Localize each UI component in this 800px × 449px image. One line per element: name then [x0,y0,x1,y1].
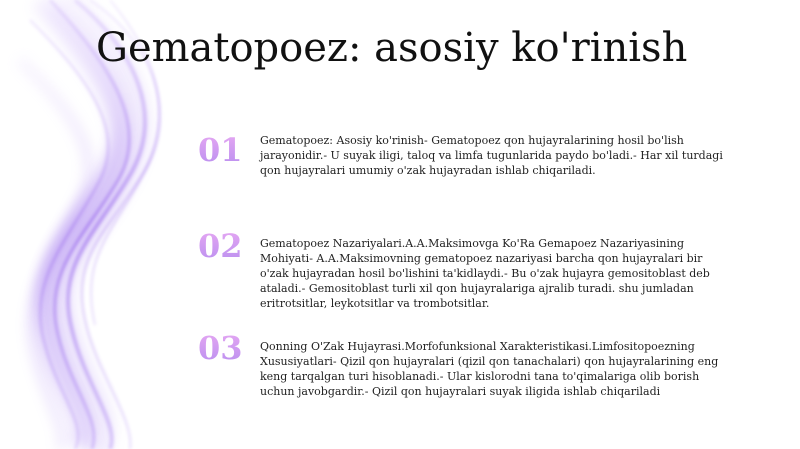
item-text: Qonning O'Zak Hujayrasi.Morfofunksional Xarakteristikasi.Limfositopoezning Xususiyatlari- Qizil qon hujayralari (qizil qon tanachalari) qon hujayralarining eng keng tarqalgan turi hisoblanadi.- Ular kislorodni tana to'qimalariga olib borish uchun javobgardir.- Qizil qon hujayralari suyak iligida ishlab chiqariladi [260,340,719,398]
item-number: 01 [198,132,258,168]
slide-title: Gematopoez: asosiy ko'rinish [96,25,688,71]
item-number: 02 [198,228,258,264]
item-text: Gematopoez Nazariyalari.A.A.Maksimovga Ko'Ra Gemapoez Nazariyasining Mohiyati- A.A.Maksimovning gematopoez nazariyasi barcha qon hujayralari bir o'zak hujayradan hosil bo'lishini ta'kidlaydi.- Bu o'zak hujayra gemositoblast deb ataladi.- Gemositoblast turli xil qon hujayralariga ajralib turadi. shu jumladan eritrotsitlar, leykotsitlar va trombotsitlar. [260,237,710,310]
item-number: 03 [198,330,258,366]
item-text: Gematopoez: Asosiy ko'rinish- Gematopoez qon hujayralarining hosil bo'lish jarayonidir.- U suyak iligi, taloq va limfa tugunlarida paydo bo'ladi.- Har xil turdagi qon hujayralari umumiy o'zak hujayradan ishlab chiqariladi. [260,134,723,177]
